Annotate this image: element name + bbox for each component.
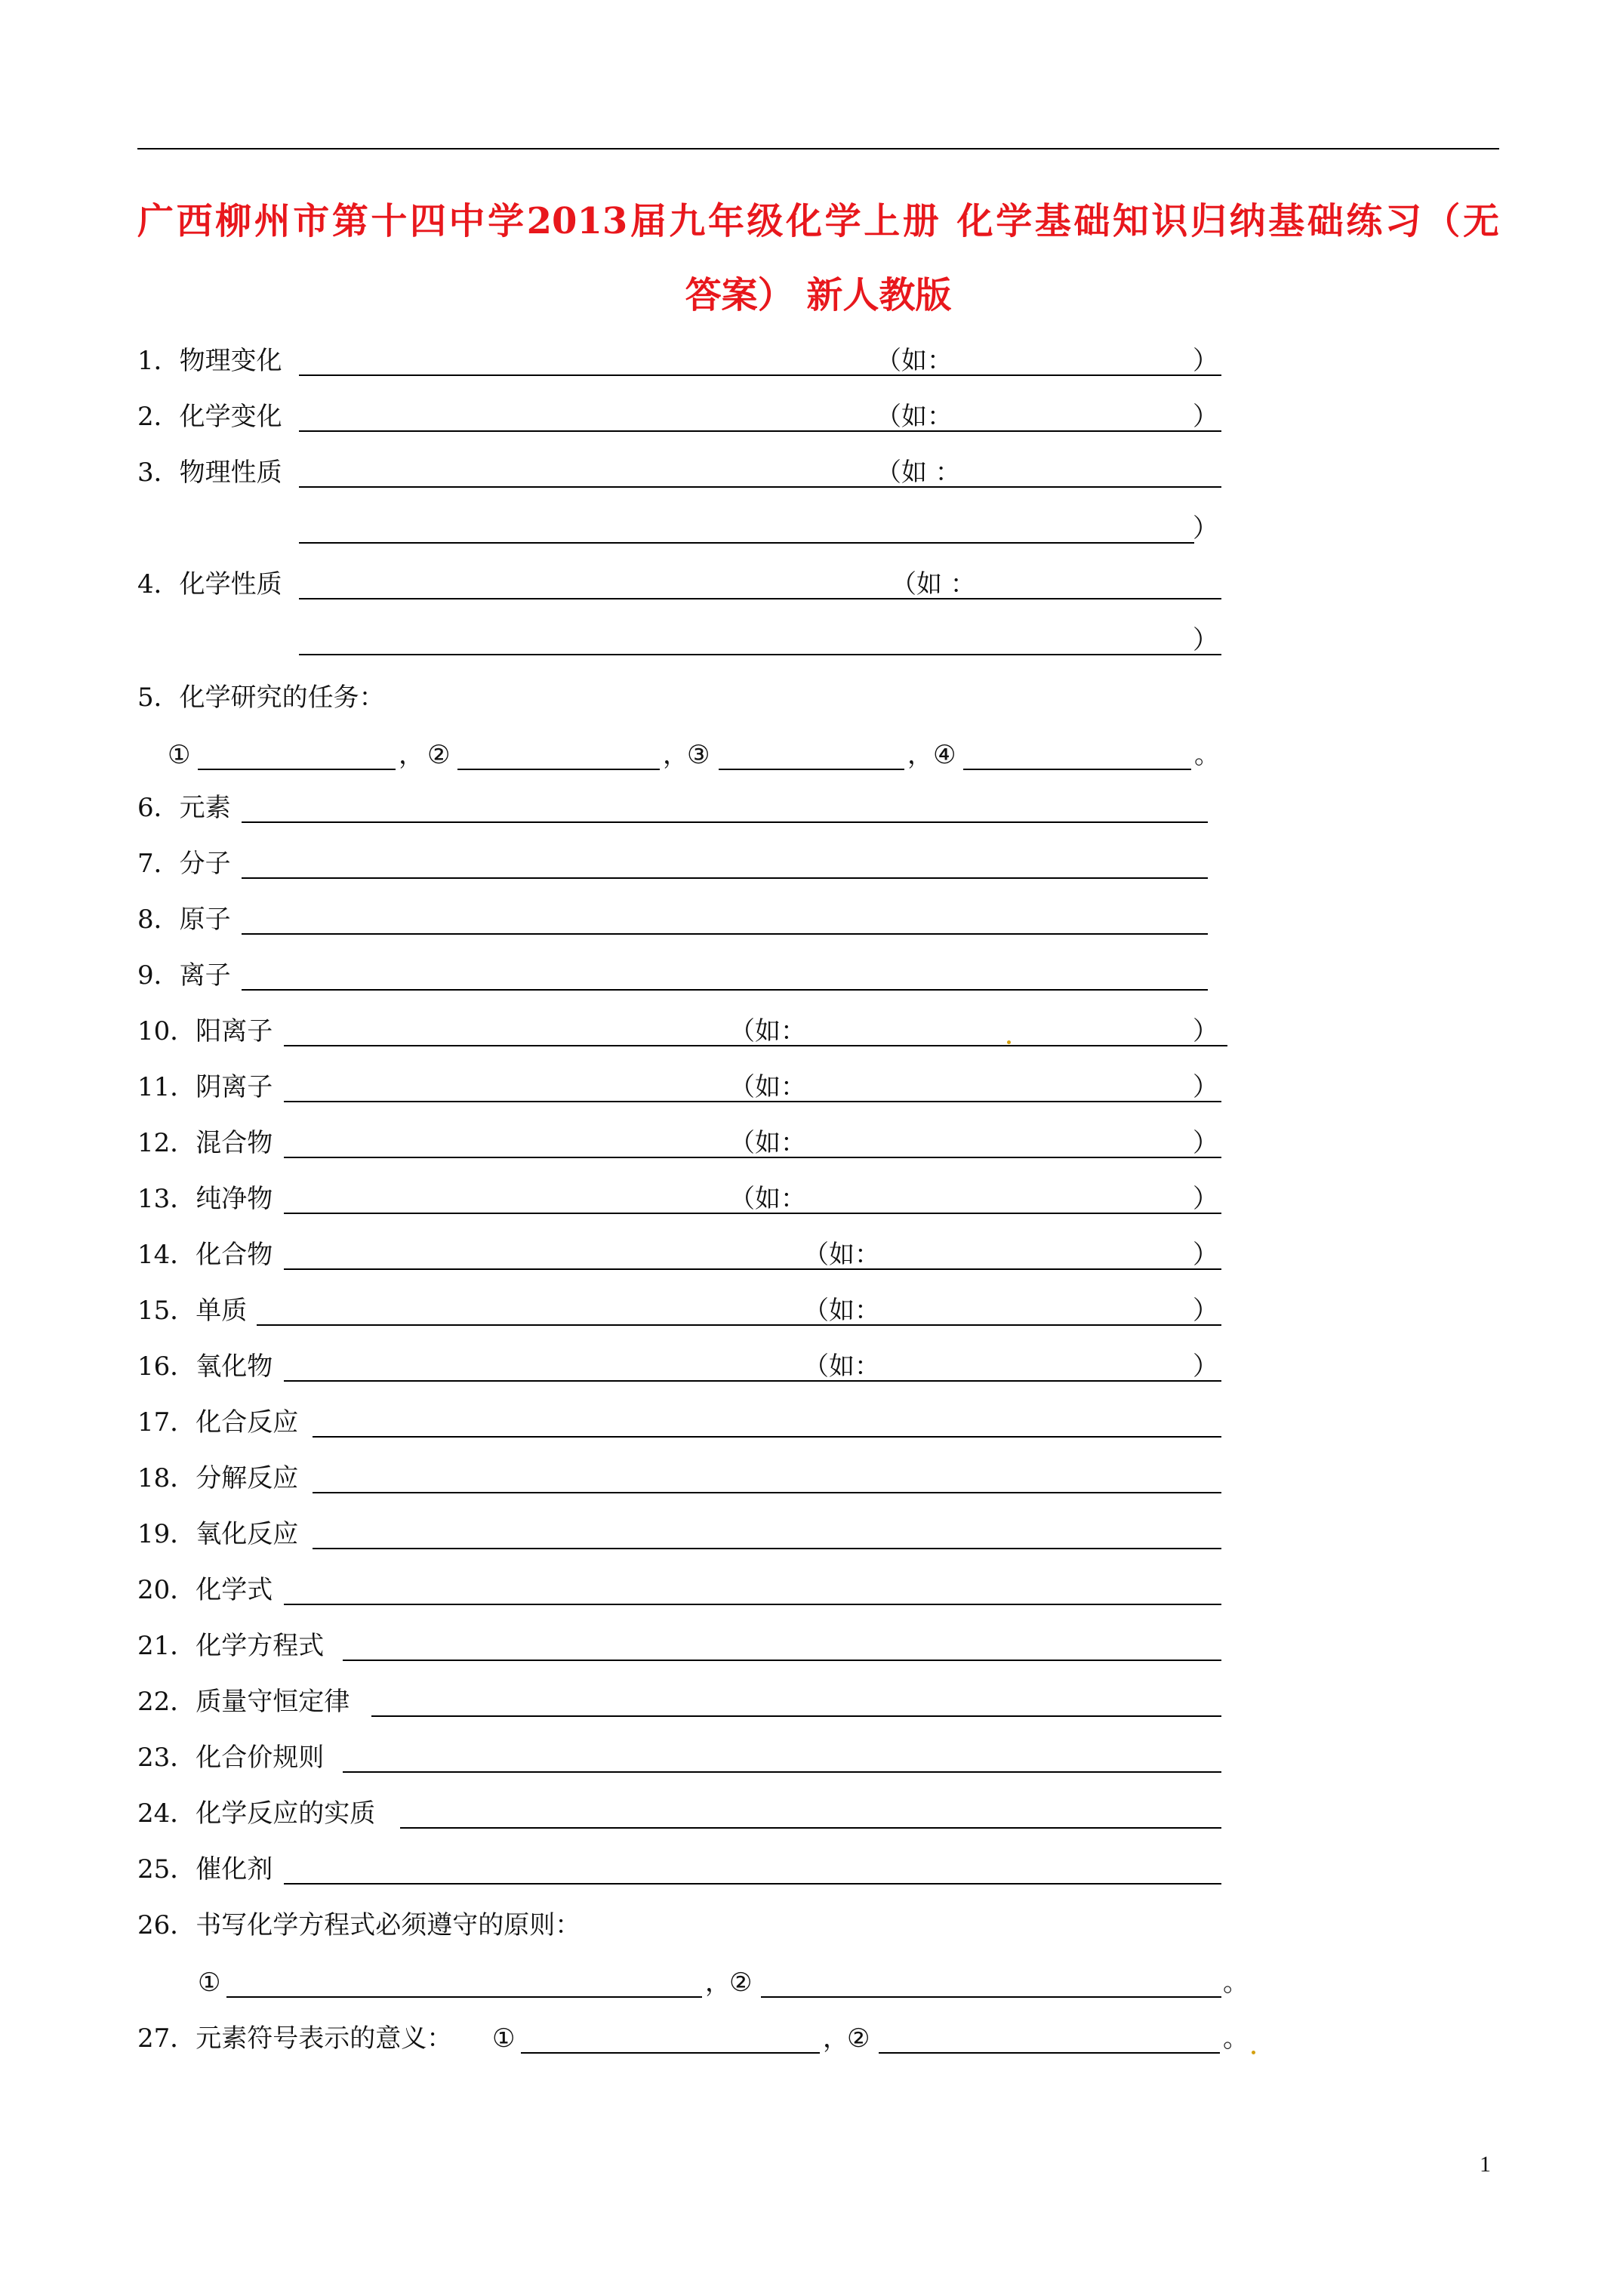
item-5-blank-2[interactable] bbox=[457, 769, 660, 770]
item-5-blank-1[interactable] bbox=[198, 769, 396, 770]
item-13-close: ） bbox=[1193, 1184, 1218, 1214]
item-4-label: 4．化学性质 bbox=[137, 569, 282, 599]
item-5-circle-1: ① bbox=[168, 740, 191, 770]
item-11-eg: （如： bbox=[729, 1072, 806, 1102]
item-14-close: ） bbox=[1193, 1240, 1218, 1270]
item-4-blank-2[interactable] bbox=[299, 654, 1221, 655]
item-27-circle-1: ① bbox=[492, 2023, 516, 2054]
item-25-label: 25．催化剂 bbox=[137, 1854, 273, 1885]
item-18-label: 18．分解反应 bbox=[137, 1463, 299, 1493]
stray-dot-2 bbox=[1252, 2051, 1255, 2054]
item-1-label: 1．物理变化 bbox=[137, 346, 282, 376]
item-14-eg: （如： bbox=[803, 1240, 880, 1270]
document-title-line2: 答案） 新人教版 bbox=[685, 274, 952, 316]
item-14-label: 14．化合物 bbox=[137, 1240, 273, 1270]
item-26-blank-1[interactable] bbox=[226, 1996, 702, 1998]
item-22-label: 22．质量守恒定律 bbox=[137, 1687, 350, 1717]
item-5-circle-2: ② bbox=[427, 740, 451, 770]
item-25-blank[interactable] bbox=[284, 1883, 1221, 1885]
item-7-blank[interactable] bbox=[242, 877, 1208, 879]
page-number: 1 bbox=[1480, 2152, 1491, 2177]
item-15-label: 15．单质 bbox=[137, 1296, 248, 1326]
item-16-close: ） bbox=[1193, 1351, 1218, 1382]
item-16-label: 16．氧化物 bbox=[137, 1351, 273, 1382]
item-5-label: 5．化学研究的任务： bbox=[137, 683, 385, 713]
item-24-label: 24．化学反应的实质 bbox=[137, 1798, 376, 1829]
item-10-eg: （如： bbox=[729, 1016, 806, 1046]
item-22-blank[interactable] bbox=[371, 1715, 1221, 1717]
item-1-close: ） bbox=[1193, 346, 1218, 376]
item-10-close: ） bbox=[1193, 1016, 1218, 1046]
item-3-eg: （如 ： bbox=[876, 458, 961, 488]
item-16-blank[interactable] bbox=[284, 1380, 1221, 1382]
item-16-eg: （如： bbox=[803, 1351, 880, 1382]
item-20-blank[interactable] bbox=[284, 1604, 1221, 1605]
item-5-circle-3: ③ bbox=[687, 740, 710, 770]
item-17-label: 17．化合反应 bbox=[137, 1407, 299, 1438]
item-9-label: 9．离子 bbox=[137, 960, 231, 991]
item-5-blank-3[interactable] bbox=[719, 769, 904, 770]
item-6-label: 6．元素 bbox=[137, 793, 231, 823]
item-2-label: 2．化学变化 bbox=[137, 402, 282, 432]
item-2-close: ） bbox=[1193, 402, 1218, 432]
item-17-blank[interactable] bbox=[313, 1436, 1221, 1438]
item-4-eg: （如 ： bbox=[891, 569, 976, 599]
item-1-eg: （如： bbox=[876, 346, 953, 376]
item-3-close: ） bbox=[1193, 513, 1218, 544]
item-11-close: ） bbox=[1193, 1072, 1218, 1102]
item-19-label: 19．氧化反应 bbox=[137, 1519, 299, 1549]
item-12-eg: （如： bbox=[729, 1128, 806, 1158]
item-26-label: 26．书写化学方程式必须遵守的原则： bbox=[137, 1910, 581, 1940]
item-2-blank[interactable] bbox=[299, 430, 1221, 432]
item-15-blank[interactable] bbox=[257, 1324, 1221, 1326]
item-11-label: 11．阴离子 bbox=[137, 1072, 273, 1102]
item-15-close: ） bbox=[1193, 1296, 1218, 1326]
item-5-comma-2: ， bbox=[663, 740, 688, 770]
item-14-blank[interactable] bbox=[284, 1268, 1221, 1270]
stray-dot bbox=[1007, 1040, 1011, 1044]
item-23-label: 23．化合价规则 bbox=[137, 1743, 325, 1773]
item-26-blank-2[interactable] bbox=[761, 1996, 1221, 1998]
document-title-line1: 广西柳州市第十四中学2013届九年级化学上册 化学基础知识归纳基础练习（无 bbox=[137, 200, 1499, 242]
item-26-comma: ， bbox=[705, 1968, 731, 1998]
item-19-blank[interactable] bbox=[313, 1548, 1221, 1549]
item-26-period: 。 bbox=[1223, 1968, 1249, 1998]
item-3-label: 3．物理性质 bbox=[137, 458, 282, 488]
item-12-close: ） bbox=[1193, 1128, 1218, 1158]
item-6-blank[interactable] bbox=[242, 821, 1208, 823]
item-9-blank[interactable] bbox=[242, 989, 1208, 991]
item-8-label: 8．原子 bbox=[137, 905, 231, 935]
item-12-label: 12．混合物 bbox=[137, 1128, 273, 1158]
item-26-circle-2: ② bbox=[729, 1968, 753, 1998]
item-5-circle-4: ④ bbox=[933, 740, 956, 770]
item-26-circle-1: ① bbox=[198, 1968, 221, 1998]
item-18-blank[interactable] bbox=[313, 1492, 1221, 1493]
item-5-comma-3: ， bbox=[907, 740, 933, 770]
item-4-blank[interactable] bbox=[299, 598, 1221, 599]
item-5-period: 。 bbox=[1194, 740, 1220, 770]
item-27-blank-2[interactable] bbox=[879, 2052, 1220, 2054]
item-8-blank[interactable] bbox=[242, 933, 1208, 935]
item-23-blank[interactable] bbox=[343, 1771, 1221, 1773]
item-27-period: 。 bbox=[1223, 2023, 1249, 2054]
item-5-blank-4[interactable] bbox=[963, 769, 1191, 770]
item-5-comma-1: ， bbox=[399, 740, 424, 770]
item-27-blank-1[interactable] bbox=[521, 2052, 820, 2054]
item-27-circle-2: ② bbox=[847, 2023, 870, 2054]
item-27-comma: ， bbox=[823, 2023, 848, 2054]
item-13-eg: （如： bbox=[729, 1184, 806, 1214]
item-3-blank[interactable] bbox=[299, 486, 1221, 488]
item-7-label: 7．分子 bbox=[137, 849, 231, 879]
item-21-label: 21．化学方程式 bbox=[137, 1631, 325, 1661]
item-21-blank[interactable] bbox=[343, 1660, 1221, 1661]
item-13-label: 13．纯净物 bbox=[137, 1184, 273, 1214]
item-27-label: 27．元素符号表示的意义： bbox=[137, 2023, 453, 2054]
item-20-label: 20．化学式 bbox=[137, 1575, 273, 1605]
item-15-eg: （如： bbox=[803, 1296, 880, 1326]
item-10-label: 10．阳离子 bbox=[137, 1016, 273, 1046]
item-4-close: ） bbox=[1193, 625, 1218, 655]
item-3-blank-2[interactable] bbox=[299, 542, 1194, 544]
item-2-eg: （如： bbox=[876, 402, 953, 432]
item-1-blank[interactable] bbox=[299, 374, 1221, 376]
item-24-blank[interactable] bbox=[400, 1827, 1221, 1829]
